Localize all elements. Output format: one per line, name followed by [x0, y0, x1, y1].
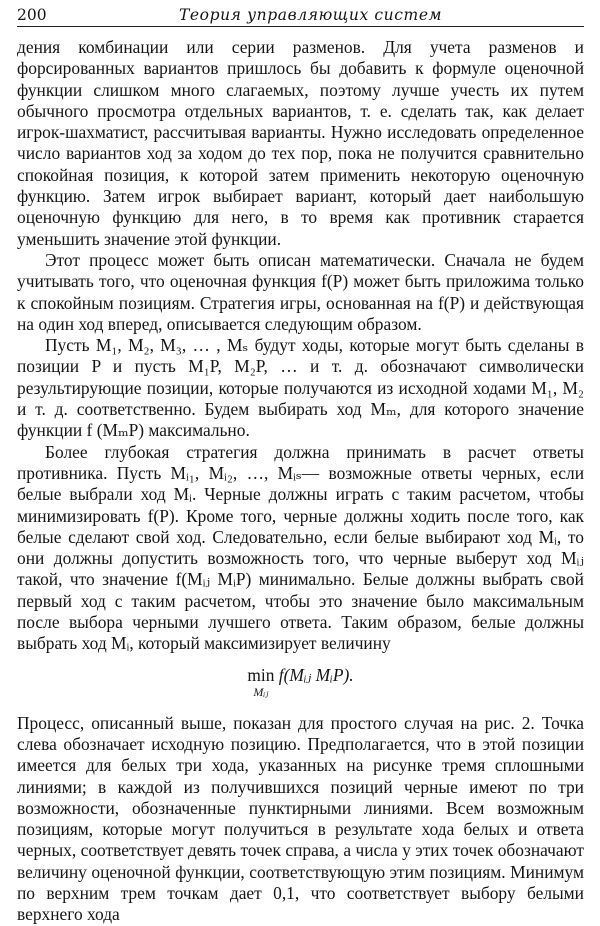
formula-subscript: Mᵢⱼ	[253, 684, 269, 699]
formula-operator: min	[247, 664, 275, 685]
formula-min-operator	[247, 665, 274, 699]
page-body	[17, 37, 584, 926]
page-header	[17, 0, 584, 27]
formula-expression: f(Mᵢⱼ MᵢP).	[278, 664, 354, 685]
running-title: Теория управляющих систем	[178, 6, 443, 24]
paragraph-2: Этот процесс может быть описан математически. Сначала не будем учитывать того, что оценочная функция f(P) может быть приложима только к спокойным позициям. Стратегия игры, основанная на f(P) и действующая на один ход вперед, описывается следующим образом.	[17, 249, 584, 334]
paragraph-3: Пусть M₁, M₂, M₃, … , Mₛ будут ходы, которые могут быть сделаны в позиции P и пусть M₁P, M₂P, … и т. д. обозначают символически результирующие позиции, которые получаются из исходной ходами M₁, M₂ и т. д. соответственно. Будем выбирать ход Mₘ, для которого значение функции f (MₘP) максимально.	[17, 335, 584, 441]
paragraph-1: дения комбинации или серии разменов. Для учета разменов и форсированных вариантов пришлось бы добавить к формуле оценочной функции слишком много слагаемых, поэтому лучше учесть их путем обычного просмотра отдельных вариантов, т. е. сделать так, как делает игрок-шахматист, рассчитывая варианты. Нужно исследовать определенное число вариантов ход за ходом до тех пор, пока не получится сравнительно спокойная позиция, к которой затем применить некоторую оценочную функцию. Затем игрок выбирает вариант, который дает наибольшую оценочную функцию для него, в то время как противник старается уменьшить значение этой функции.	[17, 37, 584, 249]
page-number: 200	[17, 6, 47, 24]
paragraph-5: Процесс, описанный выше, показан для простого случая на рис. 2. Точка слева обозначает исходную позицию. Предполагается, что в этой позиции имеется для белых три хода, указанных на рисунке тремя сплошными линиями; в каждой из получившихся позиций черные имеют по три возможности, обозначенные пунктирными линиями. Всем возможным позициям, которые могут получиться в результате хода белых и ответа черных, соответствует девять точек справа, а числа у этих точек обозначают величину оценочной функции, соответствующую этим позициям. Минимум по верхним трем точкам дает 0,1, что соответствует выбору белыми верхнего хода	[17, 712, 584, 925]
minimax-formula	[17, 665, 584, 699]
paragraph-4: Более глубокая стратегия должна принимать в расчет ответы противника. Пусть Mᵢ₁, Mᵢ₂, …, Mᵢₛ— возможные ответы черных, если белые выбрали ход Mᵢ. Черные должны играть с таким расчетом, чтобы минимизировать f(P). Кроме того, черные должны ходить после того, как белые сделают свой ход. Следовательно, если белые выбирают ход Mᵢ, то они должны допустить возможность того, что черные выберут ход Mᵢⱼ такой, что значение f(Mᵢⱼ MᵢP) минимально. Белые должны выбрать свой первый ход с таким расчетом, чтобы это значение было максимальным после выбора черными лучшего ответа. Таким образом, белые должны выбрать ход Mᵢ, который максимизирует величину	[17, 441, 584, 654]
